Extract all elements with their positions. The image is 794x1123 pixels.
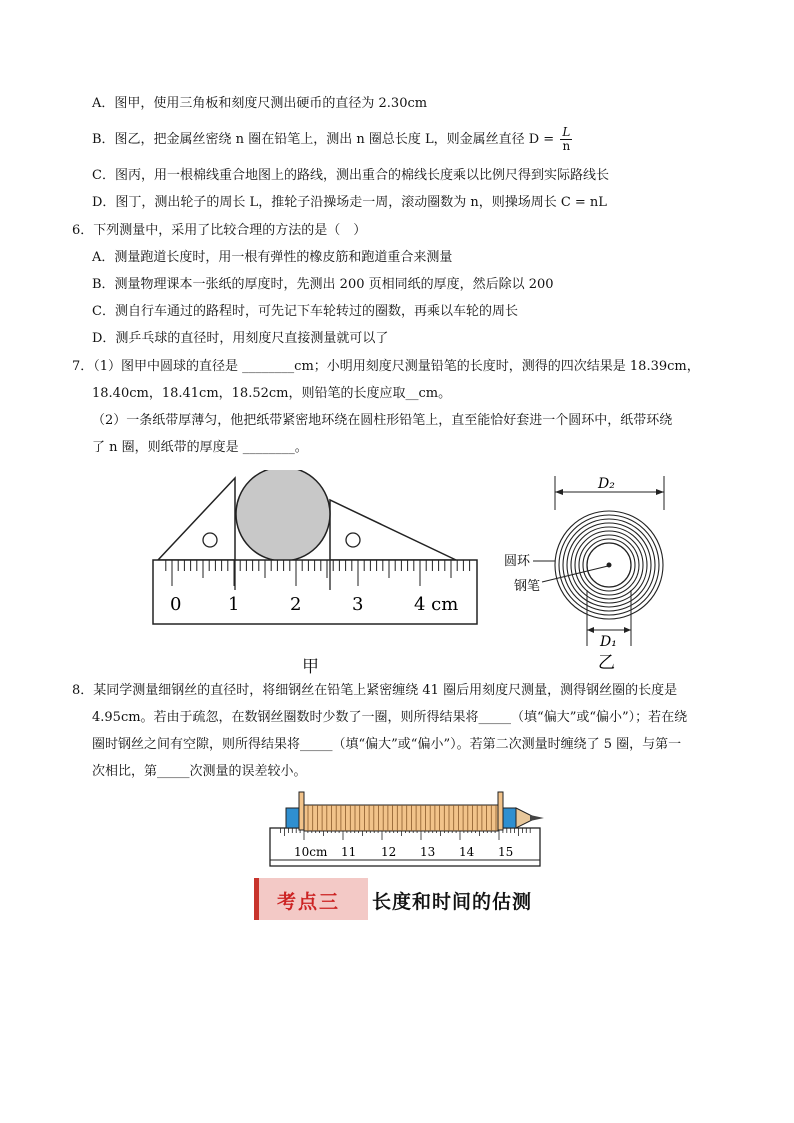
ruler-label-0: 0 bbox=[170, 594, 182, 615]
ruler-label-14: 14 bbox=[459, 845, 475, 859]
q8-line-2: 4.95cm。若由于疏忽，在数钢丝圈数时少数了一圈，则所得结果将_____（填“偏大”或“偏小”）；若在绕 bbox=[92, 710, 688, 725]
ring-label: 圆环 bbox=[504, 554, 531, 569]
figure-jia bbox=[150, 470, 480, 670]
right-triangle-hole bbox=[346, 533, 360, 547]
coil-start-marker bbox=[299, 792, 304, 830]
q7-line-1: 7．（1）图甲中圆球的直径是 ________cm；小明用刻度尺测量铅笔的长度时，测得的四次结果是 18.39cm， bbox=[72, 359, 700, 374]
q6-option-c: C．测自行车通过的路程时，可先记下车轮转过的圈数，再乘以车轮的周长 bbox=[92, 304, 518, 319]
figure-jia-caption: 甲 bbox=[302, 657, 319, 677]
ruler-label-11: 11 bbox=[341, 845, 357, 859]
ruler-label-2: 2 bbox=[290, 594, 302, 615]
ruler-label-15: 15 bbox=[498, 845, 514, 859]
q6-option-a: A．测量跑道长度时，用一根有弹性的橡皮筋和跑道重合来测量 bbox=[92, 250, 453, 265]
d2-label: D₂ bbox=[598, 476, 615, 492]
ruler-label-10cm: 10cm bbox=[294, 845, 328, 859]
q7-line-4: 了 n 圈，则纸带的厚度是 ________。 bbox=[92, 440, 308, 455]
pen-label: 钢笔 bbox=[514, 579, 541, 594]
right-triangle bbox=[330, 500, 456, 560]
fraction-denominator: n bbox=[562, 139, 571, 153]
q8-line-4: 次相比，第_____次测量的误差较小。 bbox=[92, 764, 307, 779]
coil-turns bbox=[308, 805, 496, 831]
coil-end-marker bbox=[498, 792, 503, 830]
q6-stem: 6．下列测量中，采用了比较合理的方法的是（ ） bbox=[72, 223, 367, 238]
q5-option-b-text: B．图乙，把金属丝密绕 n 圈在铅笔上，测出 n 圈总长度 L，则金属丝直径 D = bbox=[92, 132, 555, 147]
q5-option-b-fraction bbox=[560, 126, 572, 153]
figure-yi bbox=[500, 470, 680, 670]
pencil-lead bbox=[530, 815, 544, 821]
ruler-label-13: 13 bbox=[420, 845, 436, 859]
wire-coil bbox=[304, 805, 498, 831]
ball bbox=[236, 470, 330, 561]
section-banner bbox=[254, 878, 546, 920]
section-label: 考点三 bbox=[277, 891, 341, 913]
ruler-label-3: 3 bbox=[352, 594, 364, 615]
d1-label: D₁ bbox=[600, 634, 617, 650]
d2-arrow-right bbox=[656, 489, 664, 495]
d1-arrow-right bbox=[624, 627, 631, 633]
q8-line-3: 圈时钢丝之间有空隙，则所得结果将_____（填“偏大”或“偏小”）。若第二次测量时缠绕了 5 圈，与第一 bbox=[92, 737, 682, 752]
pen-center-dot bbox=[607, 563, 612, 568]
q7-line-2: 18.40cm，18.41cm，18.52cm，则铅笔的长度应取__cm。 bbox=[92, 386, 452, 401]
figure-pencil-coil bbox=[268, 788, 548, 870]
ruler-label-1: 1 bbox=[228, 594, 240, 615]
left-triangle bbox=[158, 478, 235, 560]
q5-option-a: A．图甲，使用三角板和刻度尺测出硬币的直径为 2.30cm bbox=[92, 96, 428, 111]
ruler-label-12: 12 bbox=[381, 845, 397, 859]
q8-line-1: 8．某同学测量细钢丝的直径时，将细钢丝在铅笔上紧密缠绕 41 圈后用刻度尺测量，测得钢丝圈的长度是 bbox=[72, 683, 678, 698]
d1-arrow-left bbox=[587, 627, 594, 633]
q7-line-3: （2）一条纸带厚薄匀，他把纸带紧密地环绕在圆柱形铅笔上，直至能恰好套进一个圆环中，纸带环绕 bbox=[92, 413, 673, 428]
ruler-label-4: 4 cm bbox=[414, 594, 459, 615]
q6-option-b: B．测量物理课本一张纸的厚度时，先测出 200 页相同纸的厚度，然后除以 200 bbox=[92, 277, 554, 292]
left-triangle-hole bbox=[203, 533, 217, 547]
d2-arrow-left bbox=[555, 489, 563, 495]
section-label-box bbox=[254, 878, 368, 920]
section-title: 长度和时间的估测 bbox=[372, 891, 533, 913]
figure-yi-caption: 乙 bbox=[598, 653, 615, 670]
q6-option-d: D．测乒乓球的直径时，用刻度尺直接测量就可以了 bbox=[92, 331, 389, 346]
q5-option-c: C．图丙，用一根棉线重合地图上的路线，测出重合的棉线长度乘以比例尺得到实际路线长 bbox=[92, 168, 609, 183]
q5-option-b bbox=[92, 126, 572, 153]
fraction-numerator: L bbox=[562, 125, 571, 139]
q5-option-d: D．图丁，测出轮子的周长 L，推轮子沿操场走一周，滚动圈数为 n，则操场周长 C = nL bbox=[92, 195, 607, 210]
